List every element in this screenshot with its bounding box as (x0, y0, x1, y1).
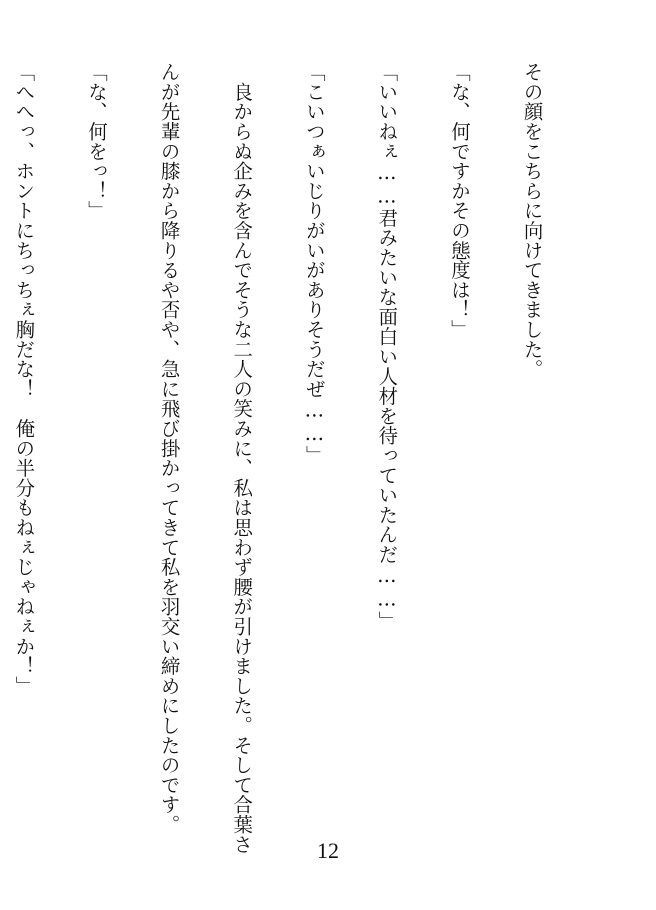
page-number: 12 (317, 838, 339, 863)
text-line: 「な、何をっ！」 (84, 62, 108, 221)
text-line: その顔をこちらに向けてきました。 (520, 62, 544, 379)
text-line: 「いいねぇ……君みたいな面白い人材を待っていたんだ……」 (375, 62, 399, 631)
text-line: んが先輩の膝から降りるや否や、急に飛び掛かってきて私を羽交い締めにしたのです。 (157, 62, 181, 835)
text-line: 「へへっ、ホントにちっちぇ胸だな！ 俺の半分もねぇじゃねぇか！」 (12, 62, 36, 696)
text-line: 「こいつぁいじりがいがありそうだぜ……」 (302, 62, 326, 466)
text-line: 「な、何ですかその態度は！」 (447, 62, 471, 340)
text-line: 良からぬ企みを含んでそうな二人の笑みに、私は思わず腰が引けました。そして合葉さ (230, 62, 254, 854)
